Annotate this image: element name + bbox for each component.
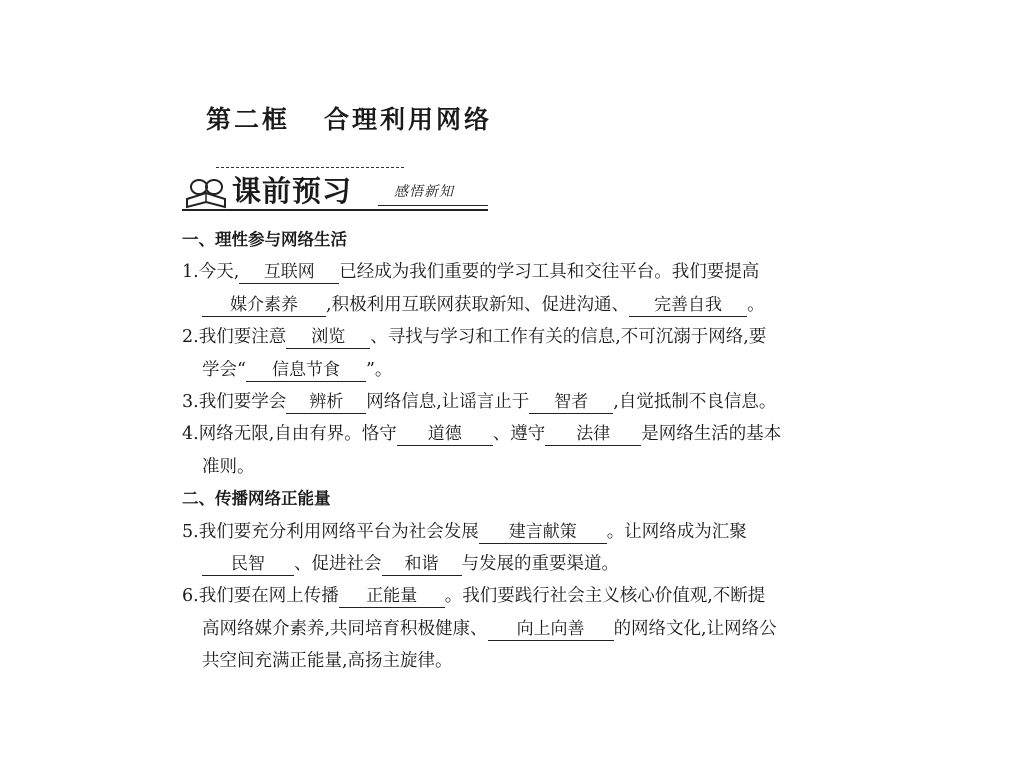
banner-heading: 课前预习: [232, 174, 353, 208]
exercise-content: [182, 224, 852, 678]
answer-blank: 媒介素养: [202, 294, 326, 317]
section-heading: 一、理性参与网络生活: [182, 230, 347, 249]
answer-blank: 建言献策: [479, 521, 607, 544]
answer-blank: 民智: [202, 553, 294, 576]
answer-blank: 法律: [545, 423, 641, 446]
question-3: 3.我们要学会 辨析 网络信息,让谣言止于 智者 ,自觉抵制不良信息。: [182, 392, 777, 413]
answer-blank: 互联网: [239, 261, 339, 284]
question-1-cont: 媒介素养 ,积极利用互联网获取新知、促进沟通、 完善自我 。: [182, 289, 852, 321]
lesson-title: 合理利用网络: [324, 105, 493, 134]
lesson-number: 第二框: [206, 105, 291, 134]
question-2-cont: 学会“ 信息节食 ”。: [202, 359, 393, 380]
answer-blank: 智者: [529, 391, 613, 414]
answer-blank: 浏览: [286, 326, 370, 349]
question-4: 4.网络无限,自由有界。恪守 道德 、遵守 法律 是网络生活的基本: [182, 424, 782, 445]
section-heading: 二、传播网络正能量: [182, 489, 331, 509]
section-banner: [182, 165, 492, 217]
answer-blank: 完善自我: [629, 294, 747, 317]
banner-underline: [182, 209, 488, 211]
question-2: 2.我们要注意 浏览 、寻找与学习和工作有关的信息,不可沉溺于网络,要: [182, 327, 767, 348]
answer-blank: 正能量: [339, 585, 445, 608]
question-6-cont: 高网络媒介素养,共同培育积极健康、 向上向善 的网络文化,让网络公: [202, 618, 777, 639]
answer-blank: 和谐: [382, 553, 462, 576]
answer-blank: 向上向善: [488, 618, 614, 641]
answer-blank: 信息节食: [246, 359, 366, 382]
question-4-cont: 准则。: [202, 456, 255, 477]
question-5-cont: 民智 、促进社会 和谐 与发展的重要渠道。: [182, 548, 852, 580]
question-6: 6.我们要在网上传播 正能量 。我们要践行社会主义核心价值观,不断提: [182, 586, 766, 607]
answer-blank: 道德: [397, 423, 493, 446]
question-5: 5.我们要充分利用网络平台为社会发展 建言献策 。让网络成为汇聚: [182, 521, 747, 542]
banner-subtitle: 感悟新知: [394, 184, 454, 200]
page-title: [206, 100, 492, 136]
question-6-cont2: 共空间充满正能量,高扬主旋律。: [202, 651, 453, 672]
banner-rule: [378, 205, 488, 206]
answer-blank: 辨析: [286, 391, 366, 414]
question-1: 1.今天, 互联网 已经成为我们重要的学习工具和交往平台。我们要提高: [182, 262, 760, 283]
